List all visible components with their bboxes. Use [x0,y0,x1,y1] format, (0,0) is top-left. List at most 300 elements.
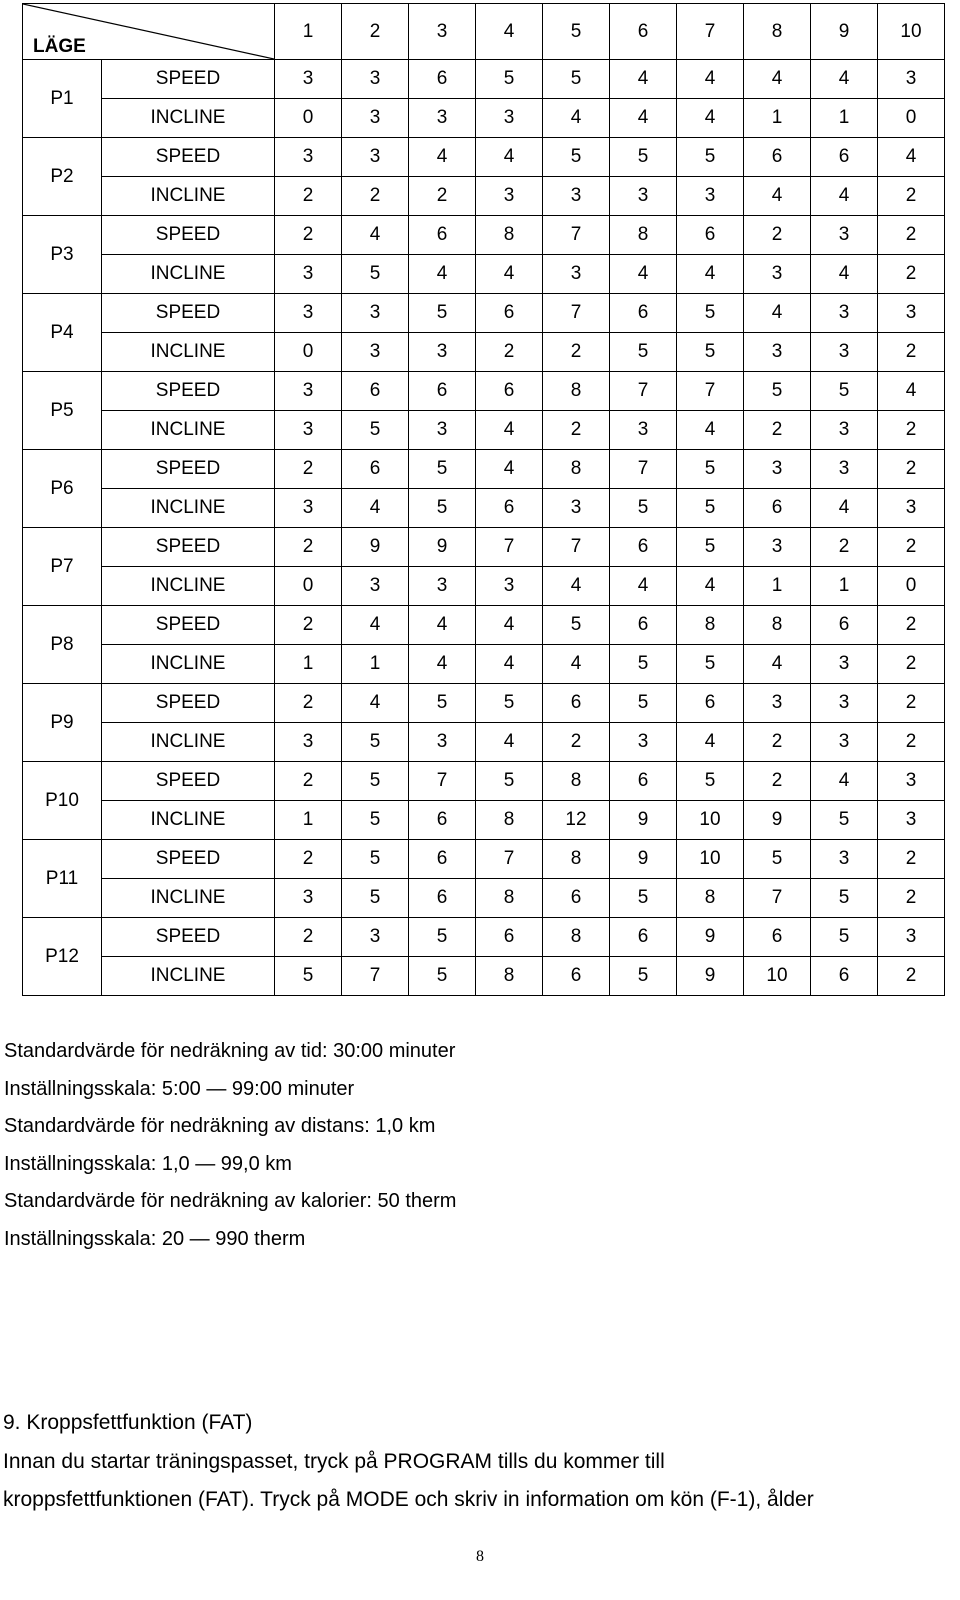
incline-value: 1 [811,567,878,606]
program-label: P4 [23,294,102,372]
incline-value: 5 [342,255,409,294]
incline-value: 4 [342,489,409,528]
incline-value: 5 [677,489,744,528]
column-header: 5 [543,4,610,60]
incline-value: 3 [476,177,543,216]
column-header: 1 [275,4,342,60]
speed-value: 9 [677,918,744,957]
incline-value: 3 [409,723,476,762]
incline-value: 2 [878,879,945,918]
incline-value: 3 [409,411,476,450]
table-row [23,567,945,606]
incline-value: 3 [744,333,811,372]
incline-value: 3 [476,567,543,606]
column-header: 4 [476,4,543,60]
note-line: Inställningsskala: 5:00 — 99:00 minuter [4,1077,355,1100]
speed-value: 5 [409,294,476,333]
section-line: kroppsfettfunktionen (FAT). Tryck på MODE och skriv in information om kön (F-1), ålder [3,1488,814,1511]
incline-value: 2 [878,255,945,294]
incline-value: 4 [610,255,677,294]
incline-label: INCLINE [102,567,275,606]
speed-value: 2 [878,450,945,489]
speed-value: 8 [543,372,610,411]
incline-value: 3 [476,99,543,138]
incline-value: 1 [811,99,878,138]
incline-value: 3 [409,567,476,606]
note-line: Standardvärde för nedräkning av kalorier: 50 therm [4,1190,457,1212]
incline-value: 3 [342,333,409,372]
speed-value: 5 [342,840,409,879]
incline-value: 6 [409,879,476,918]
table-row [23,60,945,99]
speed-value: 3 [275,372,342,411]
speed-value: 2 [878,606,945,645]
note-line: Inställningsskala: 1,0 — 99,0 km [4,1152,292,1175]
incline-value: 8 [476,879,543,918]
incline-label: INCLINE [102,411,275,450]
incline-value: 4 [476,723,543,762]
corner-label: LÄGE [33,36,86,57]
incline-value: 4 [409,255,476,294]
incline-value: 10 [744,957,811,996]
speed-value: 2 [744,216,811,255]
program-label: P10 [23,762,102,840]
speed-value: 3 [342,138,409,177]
table-row [23,645,945,684]
incline-value: 3 [811,723,878,762]
speed-value: 3 [342,60,409,99]
speed-value: 4 [409,606,476,645]
incline-value: 3 [275,723,342,762]
speed-value: 5 [744,372,811,411]
speed-value: 5 [476,60,543,99]
speed-value: 8 [543,840,610,879]
speed-value: 3 [811,684,878,723]
table-row [23,450,945,489]
incline-value: 4 [543,567,610,606]
incline-value: 1 [275,645,342,684]
speed-value: 3 [811,840,878,879]
speed-value: 2 [878,528,945,567]
speed-value: 6 [409,840,476,879]
incline-value: 3 [543,177,610,216]
speed-value: 6 [677,684,744,723]
incline-value: 5 [409,489,476,528]
incline-value: 0 [878,567,945,606]
speed-value: 2 [878,684,945,723]
speed-label: SPEED [102,762,275,801]
incline-value: 4 [476,255,543,294]
section-line: Innan du startar träningspasset, tryck på PROGRAM tills du kommer till [3,1449,665,1473]
incline-value: 4 [476,645,543,684]
incline-value: 3 [610,723,677,762]
incline-value: 4 [744,177,811,216]
program-table [22,3,945,996]
incline-value: 0 [275,99,342,138]
speed-value: 6 [744,918,811,957]
speed-value: 2 [275,840,342,879]
speed-value: 8 [543,450,610,489]
incline-value: 1 [744,567,811,606]
table-row [23,528,945,567]
incline-value: 9 [744,801,811,840]
speed-value: 6 [610,606,677,645]
speed-value: 2 [275,918,342,957]
incline-value: 3 [543,489,610,528]
incline-value: 0 [275,333,342,372]
incline-label: INCLINE [102,801,275,840]
table-row [23,255,945,294]
settings-notes [4,1033,456,1258]
speed-value: 6 [342,450,409,489]
speed-label: SPEED [102,606,275,645]
table-header-row [23,4,945,60]
speed-value: 9 [342,528,409,567]
incline-label: INCLINE [102,333,275,372]
speed-value: 8 [543,918,610,957]
speed-value: 6 [610,918,677,957]
speed-label: SPEED [102,684,275,723]
section-heading: 9. Kroppsfettfunktion (FAT) [3,1411,253,1434]
incline-value: 4 [811,489,878,528]
incline-value: 7 [342,957,409,996]
speed-value: 5 [476,684,543,723]
incline-value: 6 [811,957,878,996]
incline-value: 1 [342,645,409,684]
incline-value: 2 [275,177,342,216]
speed-value: 8 [677,606,744,645]
incline-value: 2 [878,411,945,450]
speed-value: 3 [275,138,342,177]
incline-value: 8 [476,957,543,996]
incline-label: INCLINE [102,879,275,918]
speed-label: SPEED [102,840,275,879]
speed-value: 6 [409,216,476,255]
program-label: P1 [23,60,102,138]
speed-value: 6 [409,60,476,99]
speed-value: 5 [543,138,610,177]
speed-value: 5 [677,450,744,489]
incline-value: 3 [811,411,878,450]
speed-value: 6 [342,372,409,411]
table-row [23,606,945,645]
incline-label: INCLINE [102,723,275,762]
speed-label: SPEED [102,294,275,333]
incline-value: 6 [543,957,610,996]
speed-value: 5 [811,918,878,957]
speed-value: 4 [744,294,811,333]
speed-value: 2 [878,840,945,879]
speed-value: 3 [342,918,409,957]
speed-label: SPEED [102,918,275,957]
speed-value: 4 [476,606,543,645]
speed-value: 2 [811,528,878,567]
incline-value: 3 [275,489,342,528]
incline-value: 2 [476,333,543,372]
speed-value: 7 [610,450,677,489]
incline-value: 2 [744,411,811,450]
incline-value: 3 [409,99,476,138]
speed-value: 4 [409,138,476,177]
speed-value: 3 [811,450,878,489]
incline-value: 5 [811,801,878,840]
incline-label: INCLINE [102,645,275,684]
incline-value: 4 [677,99,744,138]
speed-value: 6 [610,762,677,801]
incline-value: 3 [610,411,677,450]
incline-value: 6 [543,879,610,918]
speed-value: 4 [342,684,409,723]
speed-value: 9 [610,840,677,879]
speed-value: 3 [878,762,945,801]
table-row [23,801,945,840]
speed-value: 4 [878,372,945,411]
speed-value: 6 [543,684,610,723]
speed-value: 4 [610,60,677,99]
incline-value: 3 [811,333,878,372]
speed-value: 3 [878,918,945,957]
speed-value: 8 [610,216,677,255]
incline-value: 8 [677,879,744,918]
incline-value: 4 [677,567,744,606]
program-label: P3 [23,216,102,294]
incline-value: 3 [878,801,945,840]
speed-value: 5 [610,138,677,177]
speed-label: SPEED [102,372,275,411]
incline-label: INCLINE [102,255,275,294]
incline-value: 5 [275,957,342,996]
incline-value: 2 [878,723,945,762]
incline-value: 5 [342,723,409,762]
speed-value: 2 [275,762,342,801]
incline-value: 3 [342,567,409,606]
table-row [23,138,945,177]
speed-label: SPEED [102,528,275,567]
column-header: 6 [610,4,677,60]
incline-value: 12 [543,801,610,840]
speed-value: 6 [610,528,677,567]
speed-value: 6 [677,216,744,255]
speed-value: 5 [677,528,744,567]
incline-value: 4 [677,411,744,450]
incline-value: 2 [878,645,945,684]
incline-value: 1 [275,801,342,840]
table-row [23,294,945,333]
speed-value: 2 [275,450,342,489]
incline-value: 5 [811,879,878,918]
incline-value: 5 [610,333,677,372]
speed-value: 4 [878,138,945,177]
column-header: 2 [342,4,409,60]
speed-value: 3 [744,528,811,567]
column-header: 9 [811,4,878,60]
speed-value: 6 [610,294,677,333]
speed-value: 5 [744,840,811,879]
speed-value: 2 [275,606,342,645]
incline-value: 4 [476,411,543,450]
speed-value: 4 [476,138,543,177]
corner-header-cell [23,4,275,60]
table-row [23,957,945,996]
incline-value: 3 [677,177,744,216]
incline-value: 2 [878,333,945,372]
speed-value: 4 [342,606,409,645]
speed-value: 7 [677,372,744,411]
incline-value: 4 [543,645,610,684]
speed-value: 4 [811,762,878,801]
speed-value: 5 [677,294,744,333]
table-row [23,489,945,528]
program-label: P12 [23,918,102,996]
speed-value: 5 [543,60,610,99]
incline-value: 4 [610,567,677,606]
incline-value: 4 [543,99,610,138]
program-label: P6 [23,450,102,528]
speed-value: 7 [476,840,543,879]
incline-value: 5 [610,879,677,918]
speed-value: 7 [476,528,543,567]
speed-value: 5 [811,372,878,411]
speed-value: 9 [409,528,476,567]
table-row [23,177,945,216]
speed-value: 6 [811,606,878,645]
program-label: P2 [23,138,102,216]
incline-value: 4 [610,99,677,138]
speed-value: 2 [275,216,342,255]
speed-value: 2 [744,762,811,801]
incline-value: 7 [744,879,811,918]
incline-value: 2 [342,177,409,216]
speed-value: 3 [744,684,811,723]
speed-value: 2 [275,528,342,567]
column-header: 8 [744,4,811,60]
speed-value: 7 [543,216,610,255]
incline-value: 2 [878,177,945,216]
incline-value: 6 [744,489,811,528]
incline-label: INCLINE [102,177,275,216]
incline-value: 9 [610,801,677,840]
incline-value: 4 [744,645,811,684]
incline-value: 3 [275,255,342,294]
incline-value: 5 [677,333,744,372]
speed-value: 5 [409,918,476,957]
incline-value: 2 [409,177,476,216]
speed-value: 7 [610,372,677,411]
speed-value: 7 [543,294,610,333]
speed-value: 5 [476,762,543,801]
incline-value: 5 [677,645,744,684]
incline-value: 3 [744,255,811,294]
program-label: P9 [23,684,102,762]
speed-value: 6 [744,138,811,177]
column-header: 10 [878,4,945,60]
incline-value: 10 [677,801,744,840]
incline-value: 4 [409,645,476,684]
speed-value: 3 [342,294,409,333]
incline-label: INCLINE [102,489,275,528]
incline-value: 4 [677,723,744,762]
speed-value: 3 [811,294,878,333]
incline-value: 1 [744,99,811,138]
incline-value: 2 [744,723,811,762]
table-row [23,372,945,411]
incline-value: 2 [543,723,610,762]
speed-value: 7 [409,762,476,801]
incline-value: 8 [476,801,543,840]
table-row [23,879,945,918]
speed-value: 3 [275,294,342,333]
table-row [23,762,945,801]
speed-value: 10 [677,840,744,879]
speed-value: 6 [476,294,543,333]
program-label: P7 [23,528,102,606]
incline-value: 9 [677,957,744,996]
speed-value: 2 [878,216,945,255]
note-line: Inställningsskala: 20 — 990 therm [4,1227,306,1250]
speed-value: 6 [811,138,878,177]
incline-value: 2 [543,411,610,450]
speed-value: 6 [476,372,543,411]
speed-label: SPEED [102,216,275,255]
incline-value: 4 [677,255,744,294]
program-label: P5 [23,372,102,450]
incline-value: 3 [409,333,476,372]
speed-value: 6 [409,372,476,411]
speed-value: 5 [610,684,677,723]
speed-value: 5 [409,450,476,489]
speed-value: 3 [878,60,945,99]
program-label: P11 [23,840,102,918]
incline-value: 3 [878,489,945,528]
incline-value: 3 [342,99,409,138]
speed-value: 5 [342,762,409,801]
note-line: Standardvärde för nedräkning av distans: 1,0 km [4,1115,436,1137]
speed-value: 8 [476,216,543,255]
incline-value: 0 [275,567,342,606]
speed-value: 3 [275,60,342,99]
incline-value: 3 [275,879,342,918]
incline-label: INCLINE [102,957,275,996]
column-header: 7 [677,4,744,60]
table-row [23,840,945,879]
table-row [23,723,945,762]
table-row [23,684,945,723]
page-number: 8 [476,1548,484,1565]
incline-value: 3 [610,177,677,216]
incline-value: 6 [476,489,543,528]
speed-value: 4 [811,60,878,99]
speed-value: 2 [275,684,342,723]
fat-section [3,1404,814,1520]
speed-value: 5 [543,606,610,645]
incline-value: 3 [275,411,342,450]
speed-value: 4 [476,450,543,489]
speed-value: 3 [878,294,945,333]
speed-label: SPEED [102,138,275,177]
speed-value: 4 [677,60,744,99]
incline-value: 4 [811,255,878,294]
column-header: 3 [409,4,476,60]
incline-value: 2 [878,957,945,996]
table-row [23,216,945,255]
speed-value: 3 [744,450,811,489]
incline-value: 5 [610,489,677,528]
incline-value: 3 [811,645,878,684]
speed-value: 5 [677,138,744,177]
incline-value: 5 [342,411,409,450]
incline-value: 5 [342,879,409,918]
incline-value: 6 [409,801,476,840]
